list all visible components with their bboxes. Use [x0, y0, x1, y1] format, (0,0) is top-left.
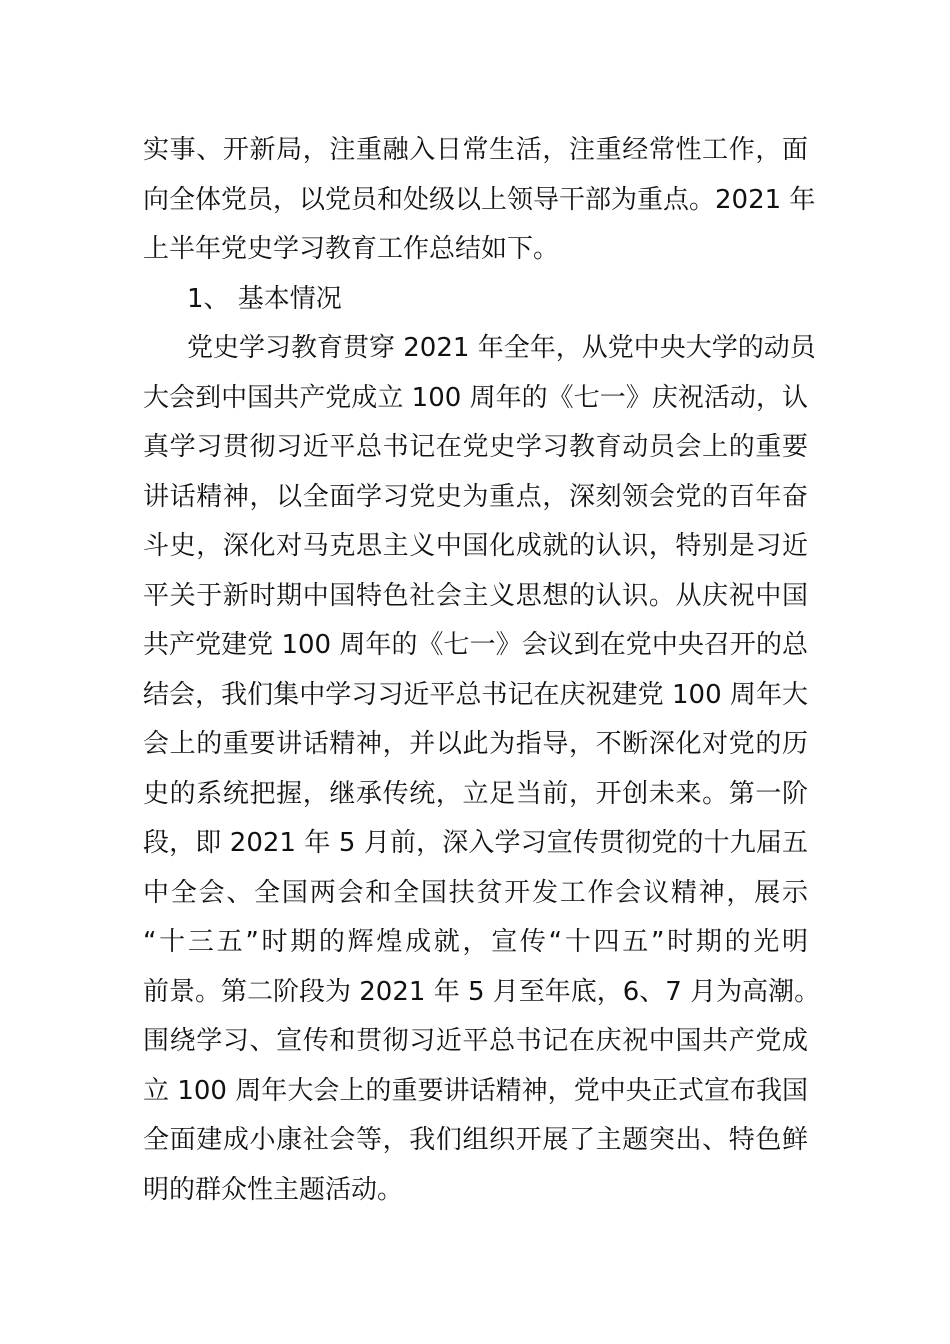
intro-paragraph [143, 126, 816, 275]
document-body [143, 126, 821, 1215]
section-heading: 1、 基本情况 [187, 283, 342, 314]
text-line: 全面建成小康社会等，我们组织开展了主题突出、特色鲜 [143, 1125, 808, 1155]
text-line: 党史学习教育贯穿 2021 年全年，从党中央大学的动员 [187, 333, 816, 363]
text-line: “十三五”时期的辉煌成就，宣传“十四五”时期的光明 [143, 927, 808, 957]
text-line: 实事、开新局，注重融入日常生活，注重经常性工作，面 [143, 135, 808, 165]
text-line: 共产党建党 100 周年的《七一》会议到在党中央召开的总 [143, 630, 808, 660]
text-line: 斗史，深化对马克思主义中国化成就的认识，特别是习近 [143, 531, 808, 561]
body-paragraph [143, 324, 821, 1215]
text-line: 上半年党史学习教育工作总结如下。 [143, 234, 560, 264]
text-line: 向全体党员，以党员和处级以上领导干部为重点。2021 年 [143, 184, 816, 215]
text-line: 段，即 2021 年 5 月前，深入学习宣传贯彻党的十九届五 [143, 828, 808, 858]
text-line: 围绕学习、宣传和贯彻习近平总书记在庆祝中国共产党成 [143, 1026, 808, 1056]
text-line: 史的系统把握，继承传统，立足当前，开创未来。第一阶 [143, 778, 808, 809]
text-line: 会上的重要讲话精神，并以此为指导，不断深化对党的历 [143, 729, 808, 759]
text-line: 真学习贯彻习近平总书记在党史学习教育动员会上的重要 [143, 432, 808, 462]
text-line: 明的群众性主题活动。 [143, 1174, 404, 1205]
text-line: 讲话精神，以全面学习党史为重点，深刻领会党的百年奋 [143, 481, 808, 512]
text-line: 平关于新时期中国特色社会主义思想的认识。从庆祝中国 [143, 580, 808, 611]
text-line: 立 100 周年大会上的重要讲话精神，党中央正式宣布我国 [143, 1075, 808, 1106]
text-line: 前景。第二阶段为 2021 年 5 月至年底，6、7 月为高潮。 [143, 976, 821, 1007]
text-line: 结会，我们集中学习习近平总书记在庆祝建党 100 周年大 [143, 679, 808, 710]
text-line: 中全会、全国两会和全国扶贫开发工作会议精神，展示 [143, 877, 808, 908]
text-line: 大会到中国共产党成立 100 周年的《七一》庆祝活动，认 [143, 382, 808, 413]
